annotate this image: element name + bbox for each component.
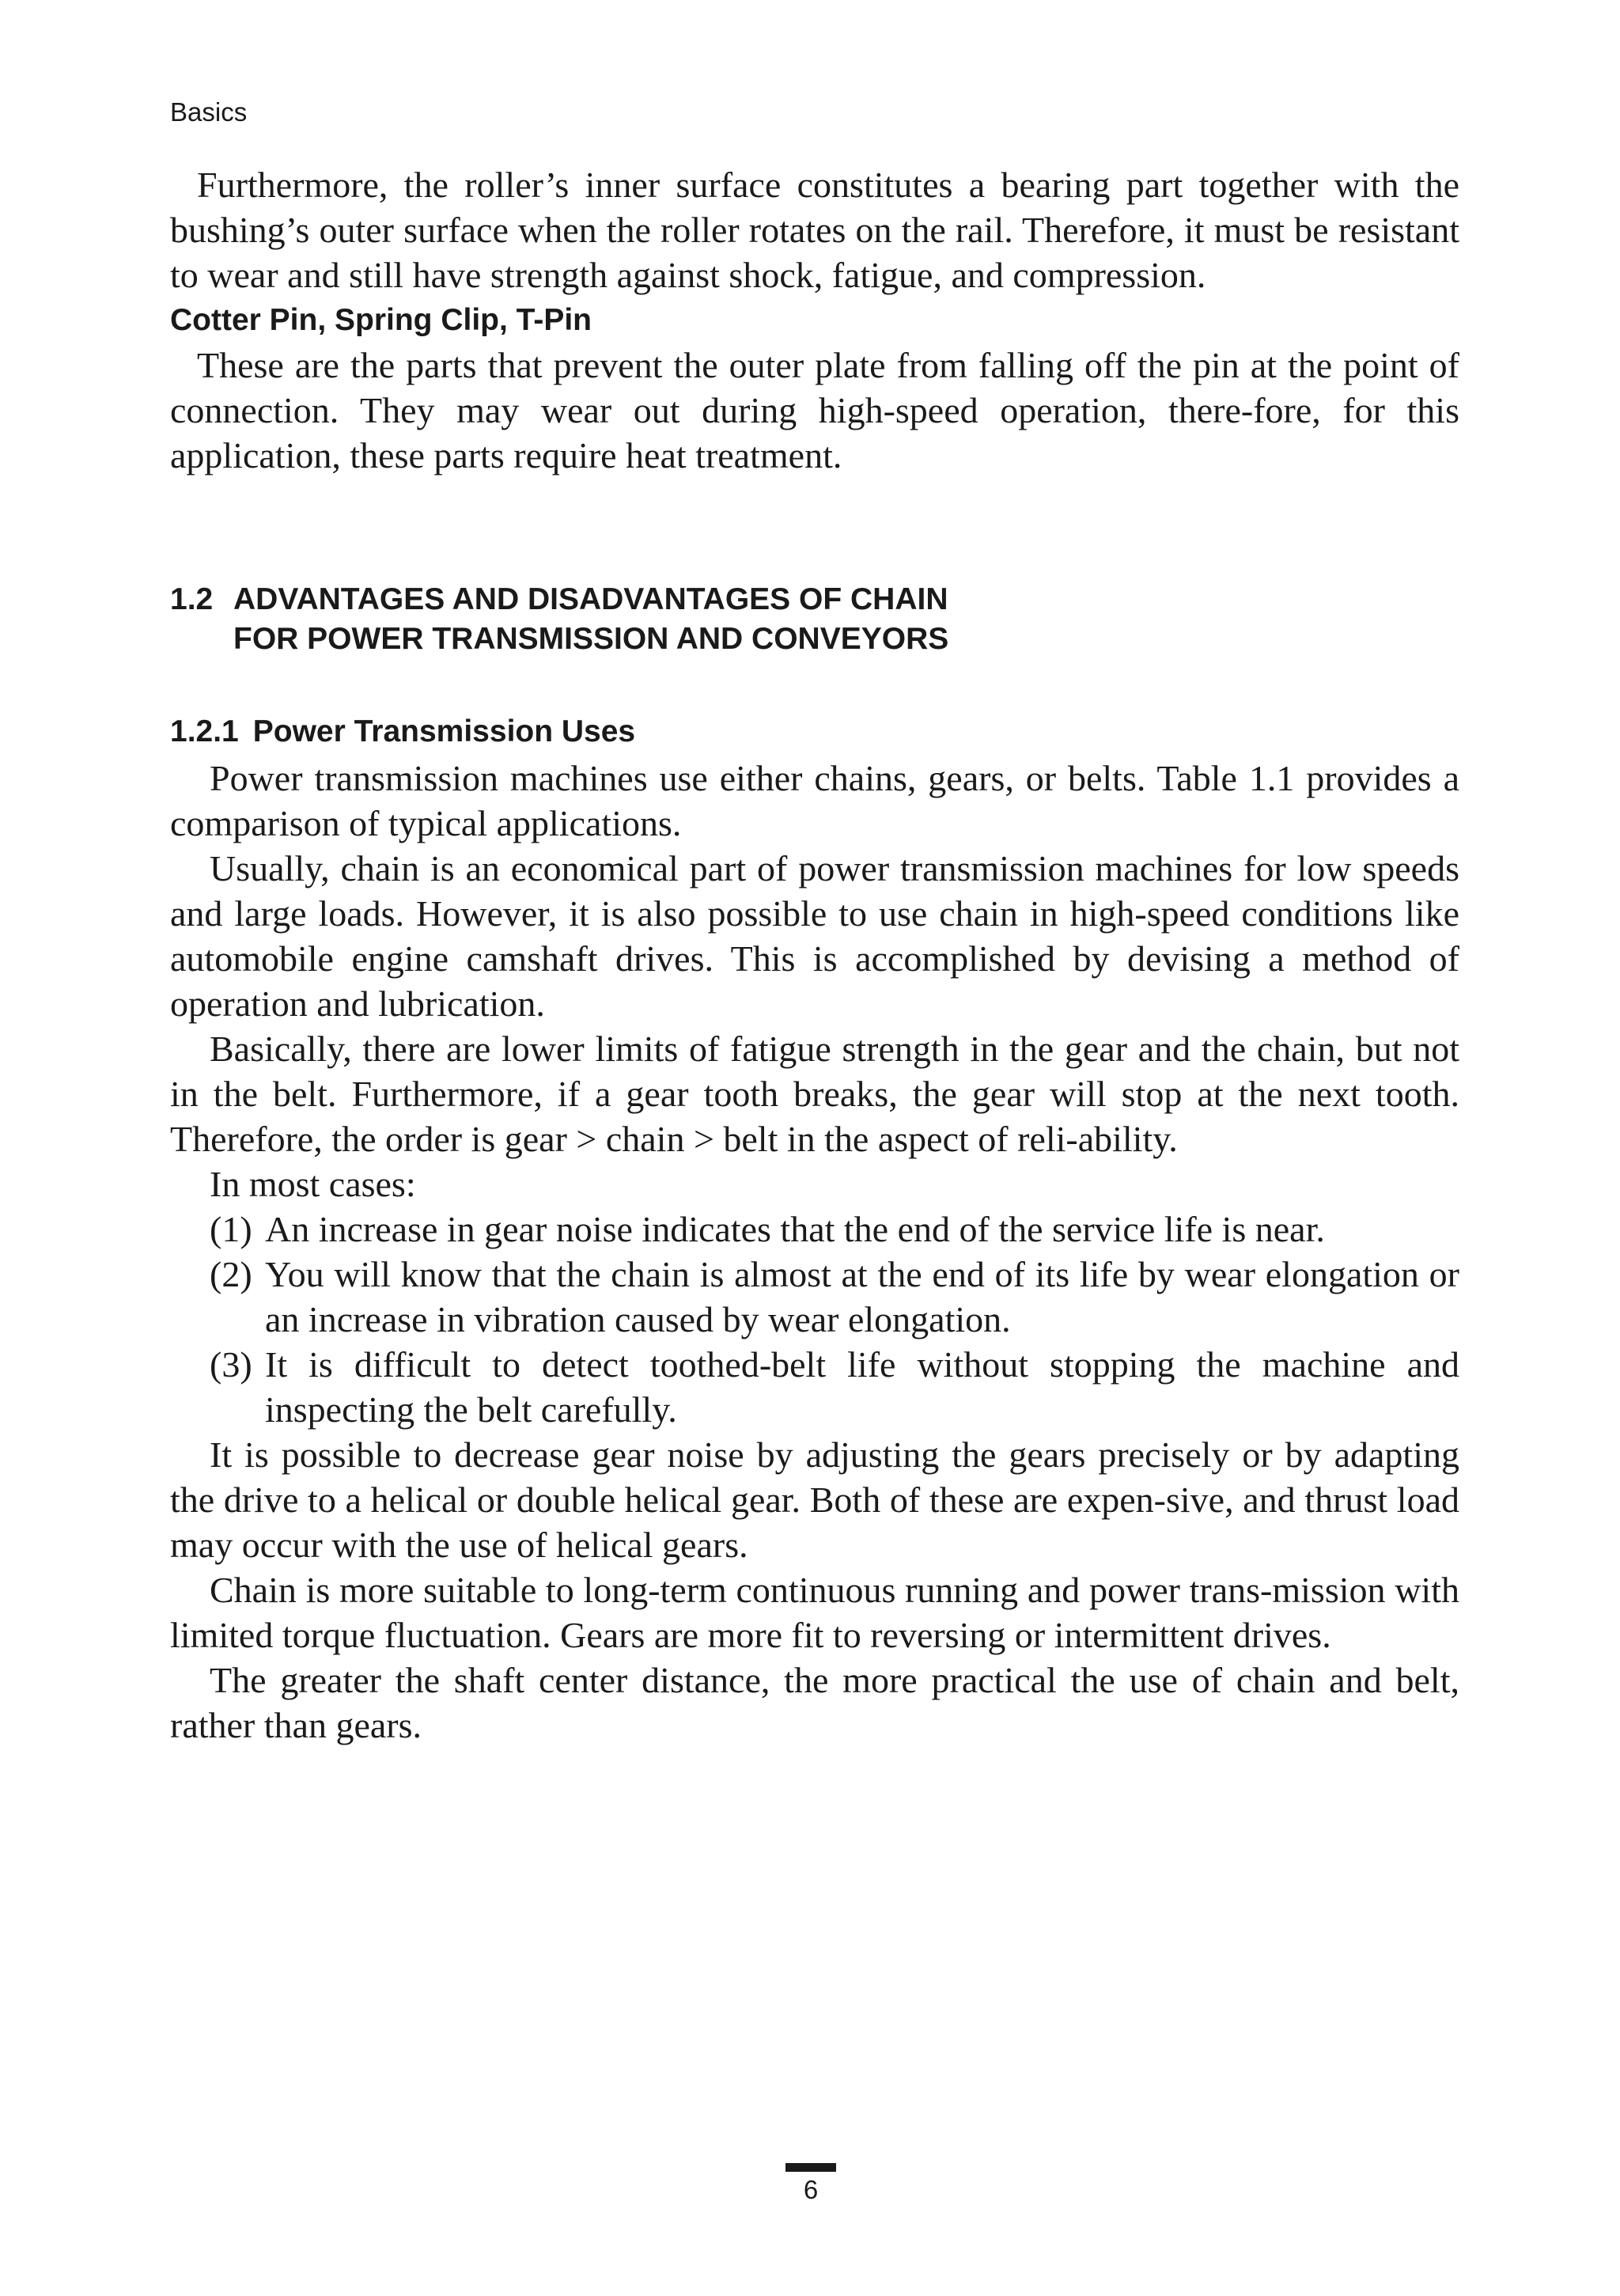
- running-head: Basics: [170, 97, 248, 127]
- opening-text-block: [170, 162, 1459, 478]
- section-heading: [170, 580, 1515, 659]
- list-item-text: An increase in gear noise indicates that the end of the service life is near.: [265, 1209, 1325, 1249]
- body-text-block: [170, 756, 1459, 1748]
- body-paragraph: It is possible to decrease gear noise by adjusting the gears precisely or by adapting the drive to a helical or double helical gear. Both of these are expen-sive, and thrust load may occur with the use of helical gears.: [170, 1434, 1459, 1565]
- body-paragraph: The greater the shaft center distance, the more practical the use of chain and belt, rather than gears.: [170, 1660, 1459, 1745]
- list-item-marker: (1): [210, 1209, 252, 1249]
- subsection-number: 1.2.1: [170, 714, 239, 748]
- section-title-line1: ADVANTAGES AND DISADVANTAGES OF CHAIN: [233, 582, 948, 616]
- subsection-title: Power Transmission Uses: [252, 714, 636, 748]
- subsection-heading: [170, 709, 635, 754]
- list-item-marker: (3): [210, 1344, 252, 1385]
- body-paragraph: Basically, there are lower limits of fatigue strength in the gear and the chain, but not in the belt. Furthermore, if a gear tooth breaks, the gear will stop at the next tooth. Therefore, the order is gear > chain > belt in the aspect of reli-ability.: [170, 1029, 1459, 1159]
- body-paragraph: Usually, chain is an economical part of power transmission machines for low speeds and large loads. However, it is also possible to use chain in high-speed conditions like automobile engine camshaft drives. This is accomplished by devising a method of operation and lubrication.: [170, 848, 1459, 1024]
- cotter-pin-paragraph: These are the parts that prevent the outer plate from falling off the pin at the point of connection. They may wear out during high-speed operation, there-fore, for this application, these parts require heat treatment.: [170, 345, 1459, 475]
- body-paragraph: Power transmission machines use either chains, gears, or belts. Table 1.1 provides a comparison of typical applications.: [170, 758, 1459, 843]
- page-number: 6: [803, 2175, 819, 2204]
- section-title-line2: FOR POWER TRANSMISSION AND CONVEYORS: [233, 622, 949, 656]
- list-item-text: You will know that the chain is almost at the end of its life by wear elongation or an increase in vibration caused by wear elongation.: [265, 1254, 1459, 1339]
- body-paragraph: Chain is more suitable to long-term continuous running and power trans-mission with limited torque fluctuation. Gears are more fit to reversing or intermittent drives.: [170, 1570, 1459, 1655]
- intro-paragraph: Furthermore, the roller’s inner surface constitutes a bearing part together with the bushing’s outer surface when the roller rotates on the rail. Therefore, it must be resistant to wear and still have strength against shock, fatigue, and compression.: [170, 165, 1459, 295]
- body-paragraph: In most cases:: [210, 1164, 416, 1204]
- cotter-pin-heading: Cotter Pin, Spring Clip, T-Pin: [170, 303, 592, 337]
- page-number-rule: [785, 2163, 836, 2172]
- numbered-list: [170, 1207, 1459, 1432]
- list-item-text: It is difficult to detect toothed-belt life without stopping the machine and inspecting the belt carefully.: [265, 1344, 1459, 1430]
- list-item: [170, 1252, 1459, 1342]
- list-item: [170, 1342, 1459, 1432]
- section-number: 1.2: [170, 582, 214, 616]
- list-item-marker: (2): [210, 1254, 252, 1294]
- list-item: [170, 1207, 1459, 1252]
